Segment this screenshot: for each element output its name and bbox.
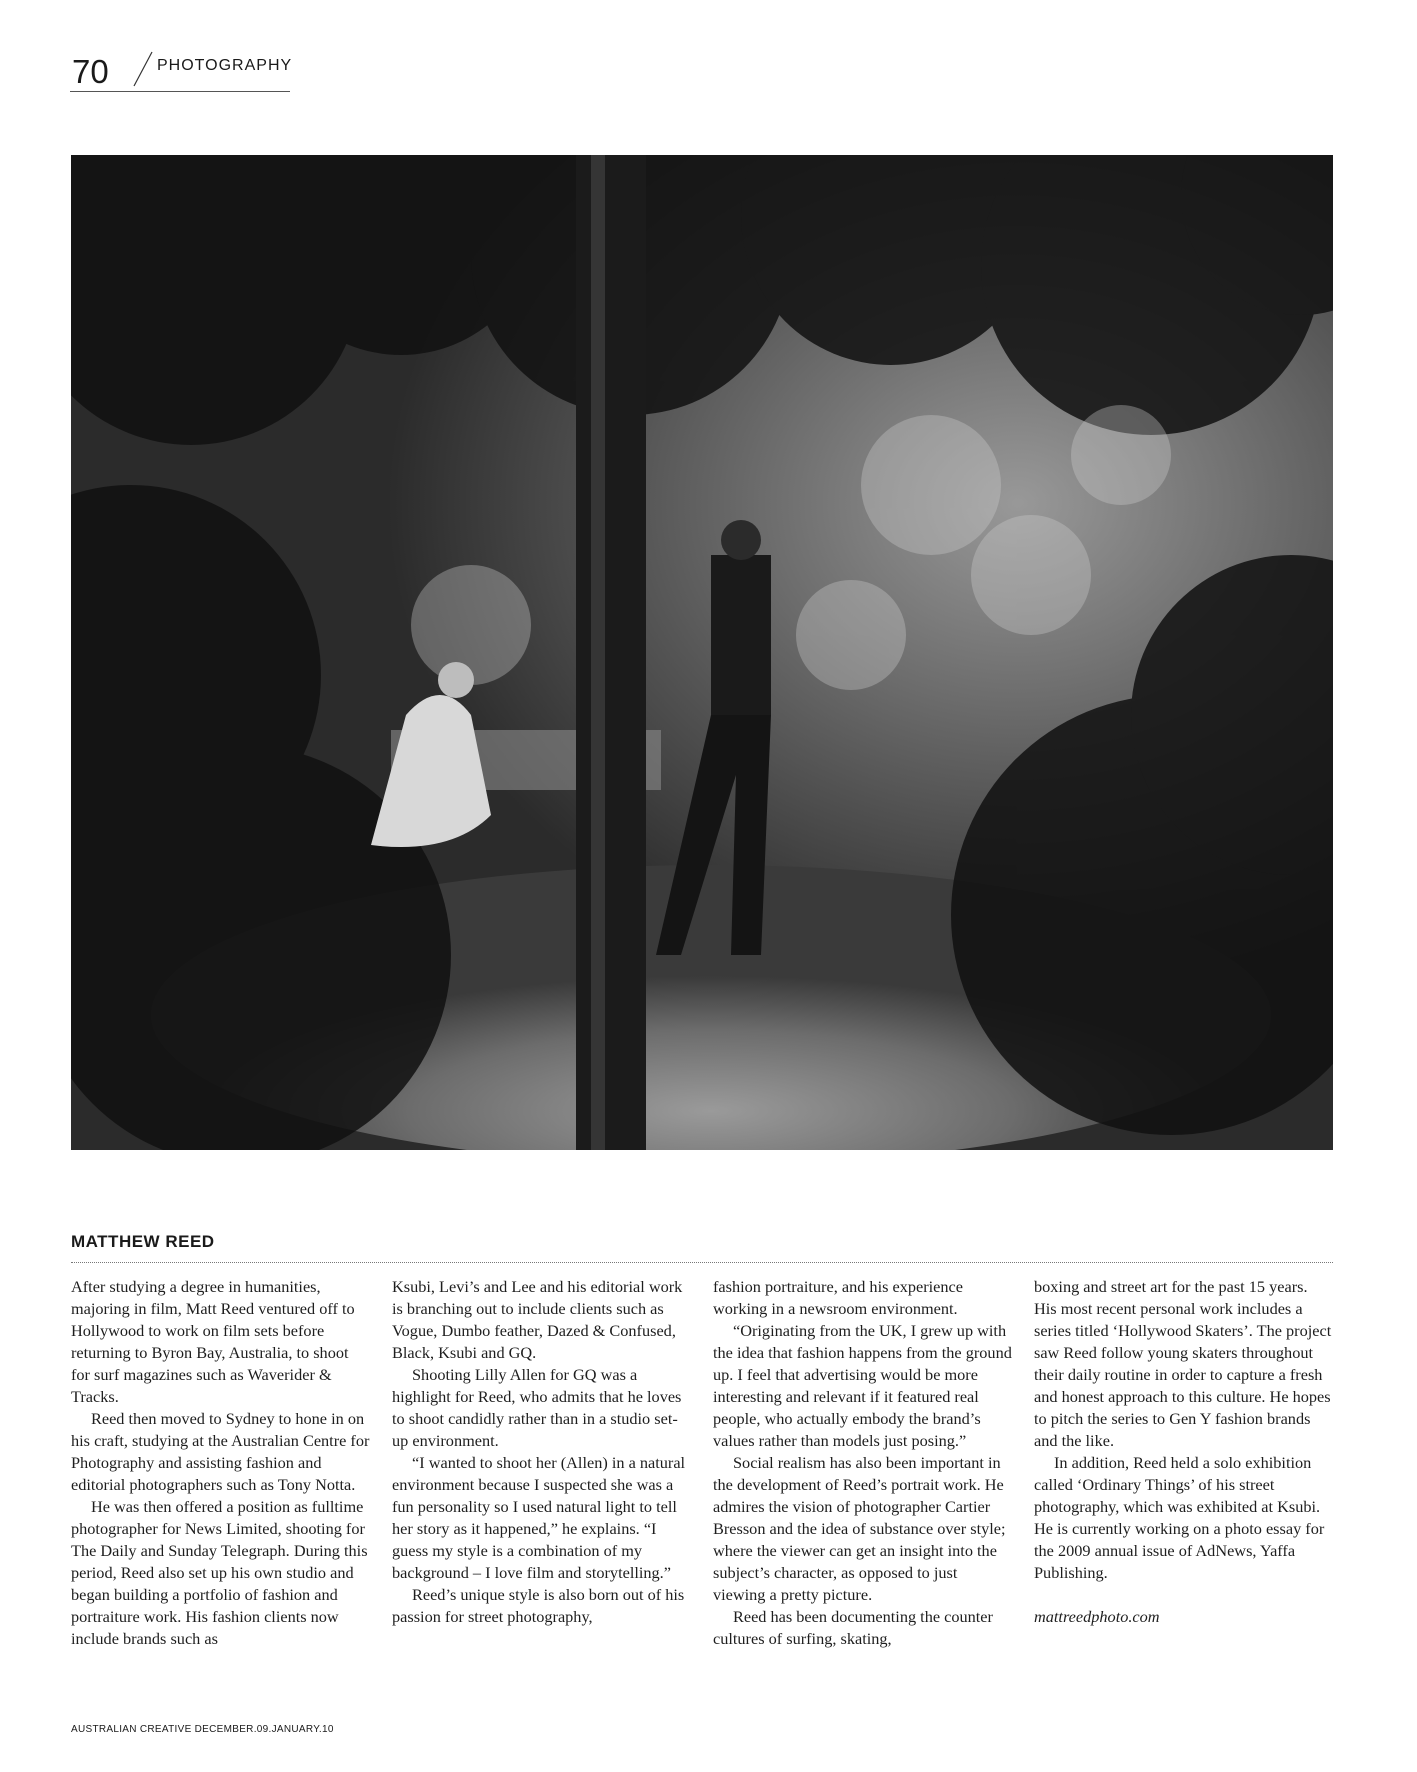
column-4 [1034, 1276, 1334, 1628]
slash-divider-icon [130, 50, 154, 90]
column-1 [71, 1276, 371, 1650]
header-rule [70, 91, 290, 92]
paragraph: boxing and street art for the past 15 years. His most recent personal work includes a series titled ‘Hollywood Skaters’. The project saw Reed follow young skaters throughout their daily routine in order to capture a fresh and honest approach to this culture. He hopes to pitch the series to Gen Y fashion brands and the like. [1034, 1277, 1332, 1450]
page-number: 70 [72, 53, 109, 90]
website-link[interactable]: mattreedphoto.com [1034, 1607, 1160, 1626]
feature-photo [71, 155, 1333, 1150]
paragraph: “I wanted to shoot her (Allen) in a natural environment because I suspected she was a fun personality so I used natural light to tell her story as it happened,” he explains. “I guess my style is a combination of my background – I love film and storytelling.” [392, 1453, 686, 1582]
paragraph: He was then offered a position as fulltime photographer for News Limited, shooting for The Daily and Sunday Telegraph. During this period, Reed also set up his own studio and began building a portfolio of fashion and portraiture work. His fashion clients now include brands such as [71, 1497, 368, 1648]
paragraph: Reed’s unique style is also born out of his passion for street photography, [392, 1585, 685, 1626]
page-footer: AUSTRALIAN CREATIVE DECEMBER.09.JANUARY.10 [71, 1724, 334, 1735]
paragraph: “Originating from the UK, I grew up with the idea that fashion happens from the ground up. I feel that advertising would be more interesting and relevant if it featured real people, who actually embody the brand’s values rather than models just posing.” [713, 1321, 1012, 1450]
dotted-divider [71, 1262, 1333, 1263]
paragraph: Reed has been documenting the counter cultures of surfing, skating, [713, 1607, 993, 1648]
column-3 [713, 1276, 1013, 1650]
paragraph: fashion portraiture, and his experience working in a newsroom environment. [713, 1277, 963, 1318]
page-header [70, 50, 293, 94]
section-title: PHOTOGRAPHY [157, 57, 293, 74]
paragraph: Shooting Lilly Allen for GQ was a highlight for Reed, who admits that he loves to shoot candidly rather than in a studio set-up environment. [392, 1365, 682, 1450]
paragraph: After studying a degree in humanities, majoring in film, Matt Reed ventured off to Hollywood to work on film sets before returning to Byron Bay, Australia, to shoot for surf magazines such as Waverider & Tracks. [71, 1277, 355, 1406]
paragraph: Social realism has also been important in the development of Reed’s portrait work. He admires the vision of photographer Cartier Bresson and the idea of substance over style; where the viewer can get an insight into the subject’s character, as opposed to just viewing a pretty picture. [713, 1453, 1006, 1604]
column-2 [392, 1276, 692, 1628]
article-body [71, 1276, 1333, 1696]
author-name: MATTHEW REED [71, 1232, 215, 1251]
paragraph: In addition, Reed held a solo exhibition called ‘Ordinary Things’ of his street photography, which was exhibited at Ksubi. He is currently working on a photo essay for the 2009 annual issue of AdNews, Yaffa Publishing. [1034, 1453, 1325, 1582]
paragraph: Reed then moved to Sydney to hone in on his craft, studying at the Australian Centre for Photography and assisting fashion and editorial photographers such as Tony Notta. [71, 1409, 370, 1494]
paragraph: Ksubi, Levi’s and Lee and his editorial work is branching out to include clients such as Vogue, Dumbo feather, Dazed & Confused, Black, Ksubi and GQ. [392, 1277, 683, 1362]
photo-bw-couple-in-garden-icon [71, 155, 1333, 1150]
